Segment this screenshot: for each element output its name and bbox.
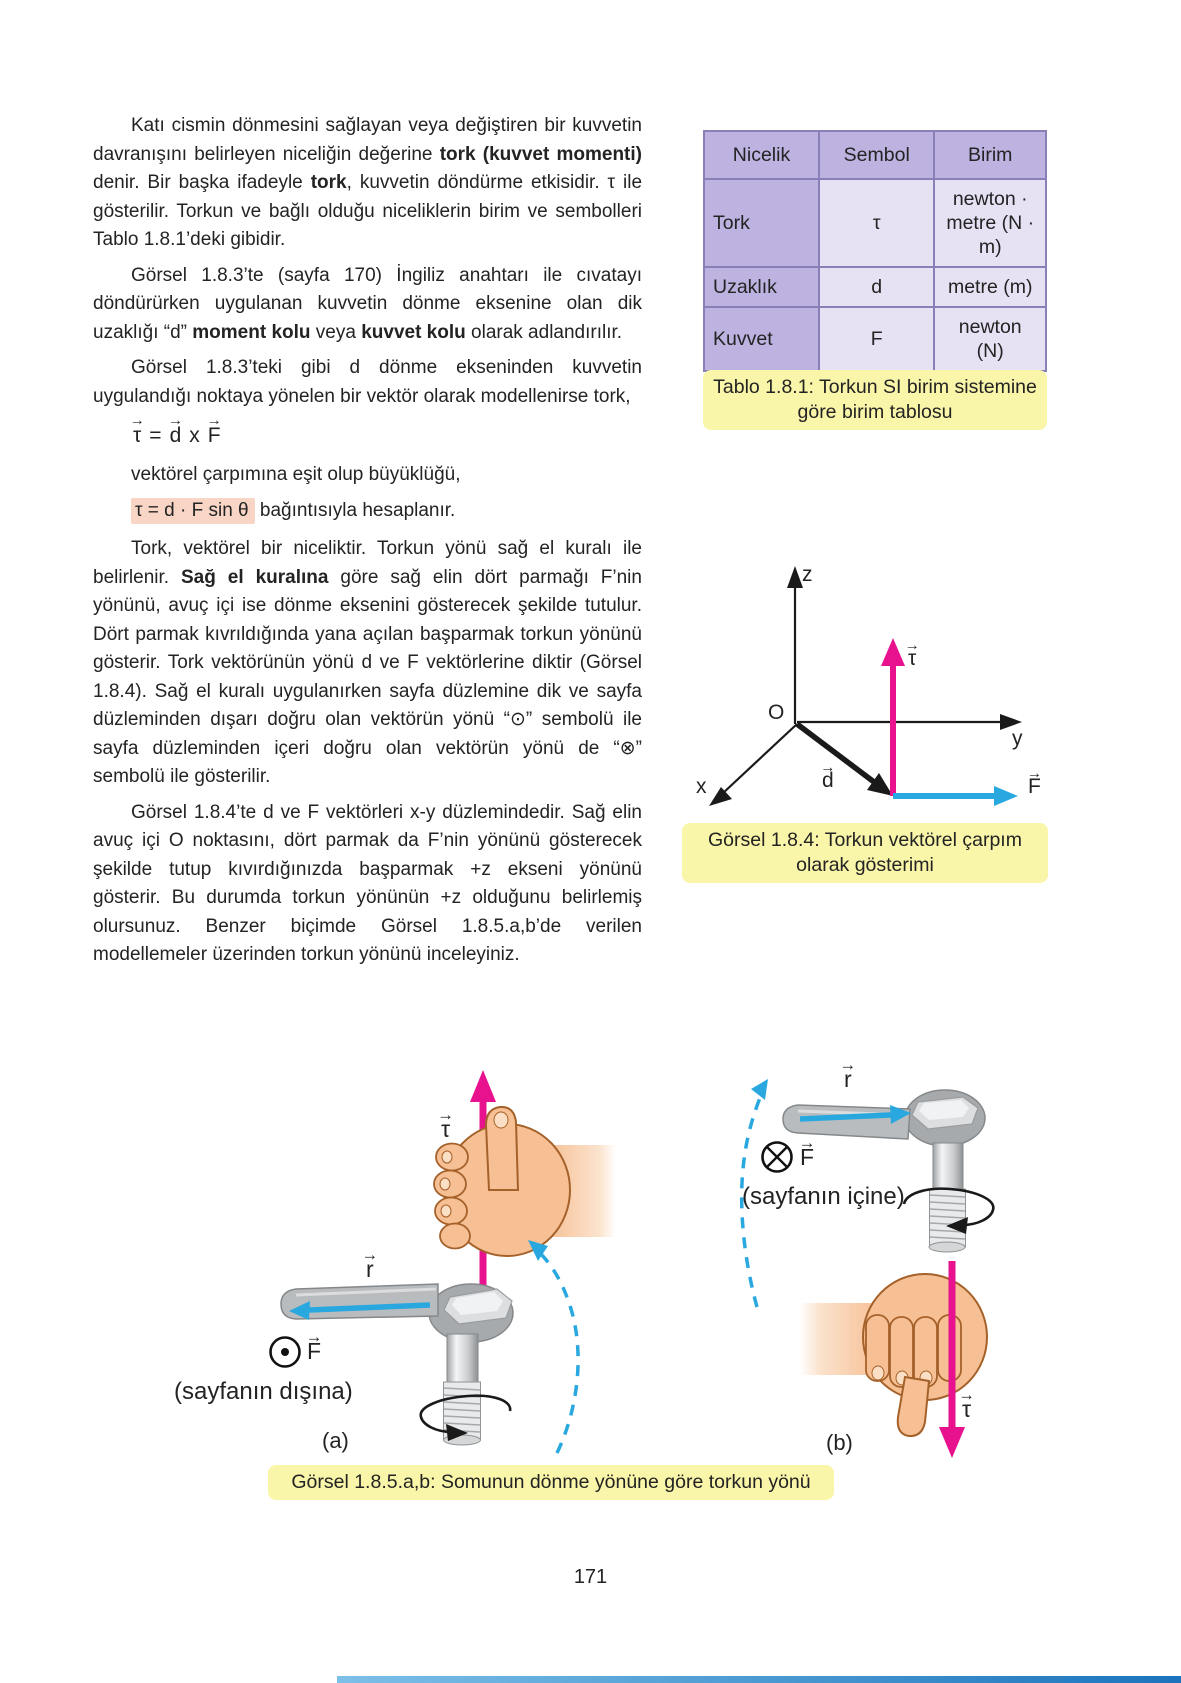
magnitude-formula-line: [131, 497, 642, 526]
header-sembol: Sembol: [819, 131, 934, 179]
out-of-page-icon: [271, 1338, 300, 1367]
text-run: Katı cismin dönmesini sağlayan veya değiştiren bir kuvvetin davranışını belirleyen niceliğin değerine: [93, 115, 642, 165]
paragraph-magnitude-intro: vektörel çarpımına eşit olup büyüklüğü,: [131, 464, 461, 485]
figure-184-caption: Görsel 1.8.4: Torkun vektörel çarpım olarak gösterimi: [682, 823, 1048, 883]
torque-label-b: → τ: [962, 1398, 971, 1421]
cell-quantity: Tork: [704, 179, 819, 267]
torque-label-a: → τ: [441, 1118, 450, 1141]
d-vector-label: → d: [822, 770, 834, 791]
cell-quantity: Kuvvet: [704, 307, 819, 371]
z-axis-label: z: [802, 563, 813, 586]
bolt-shaft-b: [933, 1143, 963, 1189]
text-run: göre sağ elin dört parmağı F’nin yönünü, avuç içi ise dönme eksenini gösterecek şekilde tutulur. Dört parmak kıvrıldığında yana açılan başparmak torkun yönünü gösterir. Tork vektörünün yönü d ve F vektörlerine diktir (Görsel 1.8.4). Sağ el kuralı uygulanırken sayfa düzlemine dik ve sayfa düzleminden dışarı doğru olan vektörün yönü “⊙” sembolü ile sayfa düzleminden içeri doğru olan vektörün yönü de “⊗” sembolü ile gösterilir.: [93, 566, 642, 787]
page-number: 171: [573, 1566, 608, 1588]
cross-product-formula: [133, 423, 642, 449]
text-run: Tork, vektörel bir niceliktir. Torkun yönü sağ el kuralı ile belirlenir.: [93, 538, 642, 588]
wrench-illustration-drawing: [0, 985, 1181, 1530]
tau-vector-arrowhead: [881, 638, 905, 666]
text-run: olarak adlandırılır.: [465, 321, 623, 343]
axes-diagram-drawing: [650, 550, 1070, 820]
torque-arrow-a-head: [470, 1070, 496, 1102]
origin-label: O: [768, 701, 785, 724]
bold-term-kuvvet-kolu: kuvvet kolu: [361, 321, 466, 343]
paragraph-vector-model: Görsel 1.8.3’teki gibi d dönme ekseninden kuvvetin uygulandığı noktaya yönelen bir vektör olarak modellenirse tork,: [93, 357, 642, 407]
torque-unit-table: [703, 130, 1047, 372]
x-axis-arrowhead: [709, 787, 732, 806]
header-birim: Birim: [934, 131, 1046, 179]
table-row: [704, 307, 1046, 371]
d-vector-symbol: → d: [170, 423, 182, 449]
figure-torque-axes-diagram: [650, 550, 1070, 820]
cell-quantity: Uzaklık: [704, 267, 819, 307]
panel-tag-b: (b): [826, 1430, 853, 1455]
torque-arrow-b-head: [939, 1427, 965, 1458]
right-hand-thumb-up: [434, 1107, 616, 1256]
bold-term-tork: tork: [310, 172, 347, 193]
r-label-b: → r: [844, 1068, 852, 1091]
paragraph-moment-kolu: [93, 262, 642, 348]
tau-vector-symbol: → τ: [133, 423, 141, 449]
into-page-icon: [763, 1143, 792, 1172]
table-header-row: [704, 131, 1046, 179]
force-label-b: → F: [800, 1146, 814, 1169]
cell-unit: metre (m): [934, 267, 1046, 307]
cross-sign: x: [189, 424, 200, 447]
text-run: veya: [310, 321, 362, 343]
paragraph-tork-definition: [93, 112, 642, 255]
cell-symbol: d: [819, 267, 934, 307]
text-run: Görsel 1.8.3’te (sayfa 170) İngiliz anahtarı ile cıvatayı döndürürken uygulanan kuvvetin dönme eksenine olan dik uzaklığı “d”: [93, 264, 642, 343]
table-row: [704, 179, 1046, 267]
cell-unit: newton (N): [934, 307, 1046, 371]
swing-direction-a-arc: [539, 1252, 578, 1453]
force-label-a: → F: [307, 1340, 321, 1363]
footer-rule: [337, 1676, 1181, 1683]
text-run: , kuvvetin döndürme etkisidir. τ ile gösterilir. Torkun ve bağlı olduğu niceliklerin birim ve sembolleri Tablo 1.8.1’deki gibidir.: [93, 172, 643, 250]
x-axis-label: x: [696, 775, 707, 798]
paragraph-xy-plane: Görsel 1.8.4’te d ve F vektörleri x-y düzlemindedir. Sağ elin avuç içi O noktasını, dört parmak da F’nin yönünü gösterecek şekilde tutup kıvırdığınızda başparmak +z ekseni yönünü gösterir. Bu durumda torkun yönünün +z olduğunu belirlemiş olursunuz. Benzer biçimde Görsel 1.8.5.a,b’de verilen modellemeler üzerinden torkun yönünü inceleyiniz.: [93, 801, 642, 965]
equals-sign: =: [149, 424, 162, 447]
header-nicelik: Nicelik: [704, 131, 819, 179]
model-b-group: [742, 1079, 994, 1458]
bold-term-moment-kolu: moment kolu: [192, 321, 311, 343]
table-row: [704, 267, 1046, 307]
figure-185-caption: Görsel 1.8.5.a,b: Somunun dönme yönüne göre torkun yönü: [268, 1465, 834, 1500]
F-vector-arrowhead: [994, 786, 1018, 806]
cell-symbol: F: [819, 307, 934, 371]
F-vector-label: → F: [1028, 776, 1041, 797]
tau-vector-label: → τ: [908, 648, 916, 669]
figure-wrench-illustrations: [0, 985, 1181, 1530]
r-label-a: → r: [366, 1258, 374, 1281]
right-hand-thumb-down: [800, 1274, 987, 1436]
cell-unit: newton · metre (N · m): [934, 179, 1046, 267]
z-axis-arrowhead: [787, 566, 803, 588]
bold-term-tork-kuvvet-momenti: tork (kuvvet momenti): [439, 143, 642, 165]
cell-symbol: τ: [819, 179, 934, 267]
paragraph-right-hand-rule: [93, 535, 642, 792]
body-text-column: [93, 112, 642, 977]
direction-note-a: (sayfanın dışına): [174, 1378, 353, 1405]
direction-note-b: (sayfanın içine): [742, 1183, 905, 1210]
text-run: bağıntısıyla hesaplanır.: [254, 499, 456, 521]
highlighted-formula: τ = d · F sin θ: [131, 498, 255, 524]
F-vector-symbol: → F: [208, 423, 221, 449]
table-caption: Tablo 1.8.1: Torkun SI birim sistemine göre birim tablosu: [703, 370, 1047, 430]
panel-tag-a: (a): [322, 1428, 349, 1453]
bolt-shaft-a: [447, 1334, 478, 1382]
y-axis-label: y: [1012, 727, 1023, 750]
bold-term-sag-el-kuralina: Sağ el kuralına: [180, 566, 329, 588]
text-run: denir. Bir başka ifadeyle: [93, 172, 311, 193]
